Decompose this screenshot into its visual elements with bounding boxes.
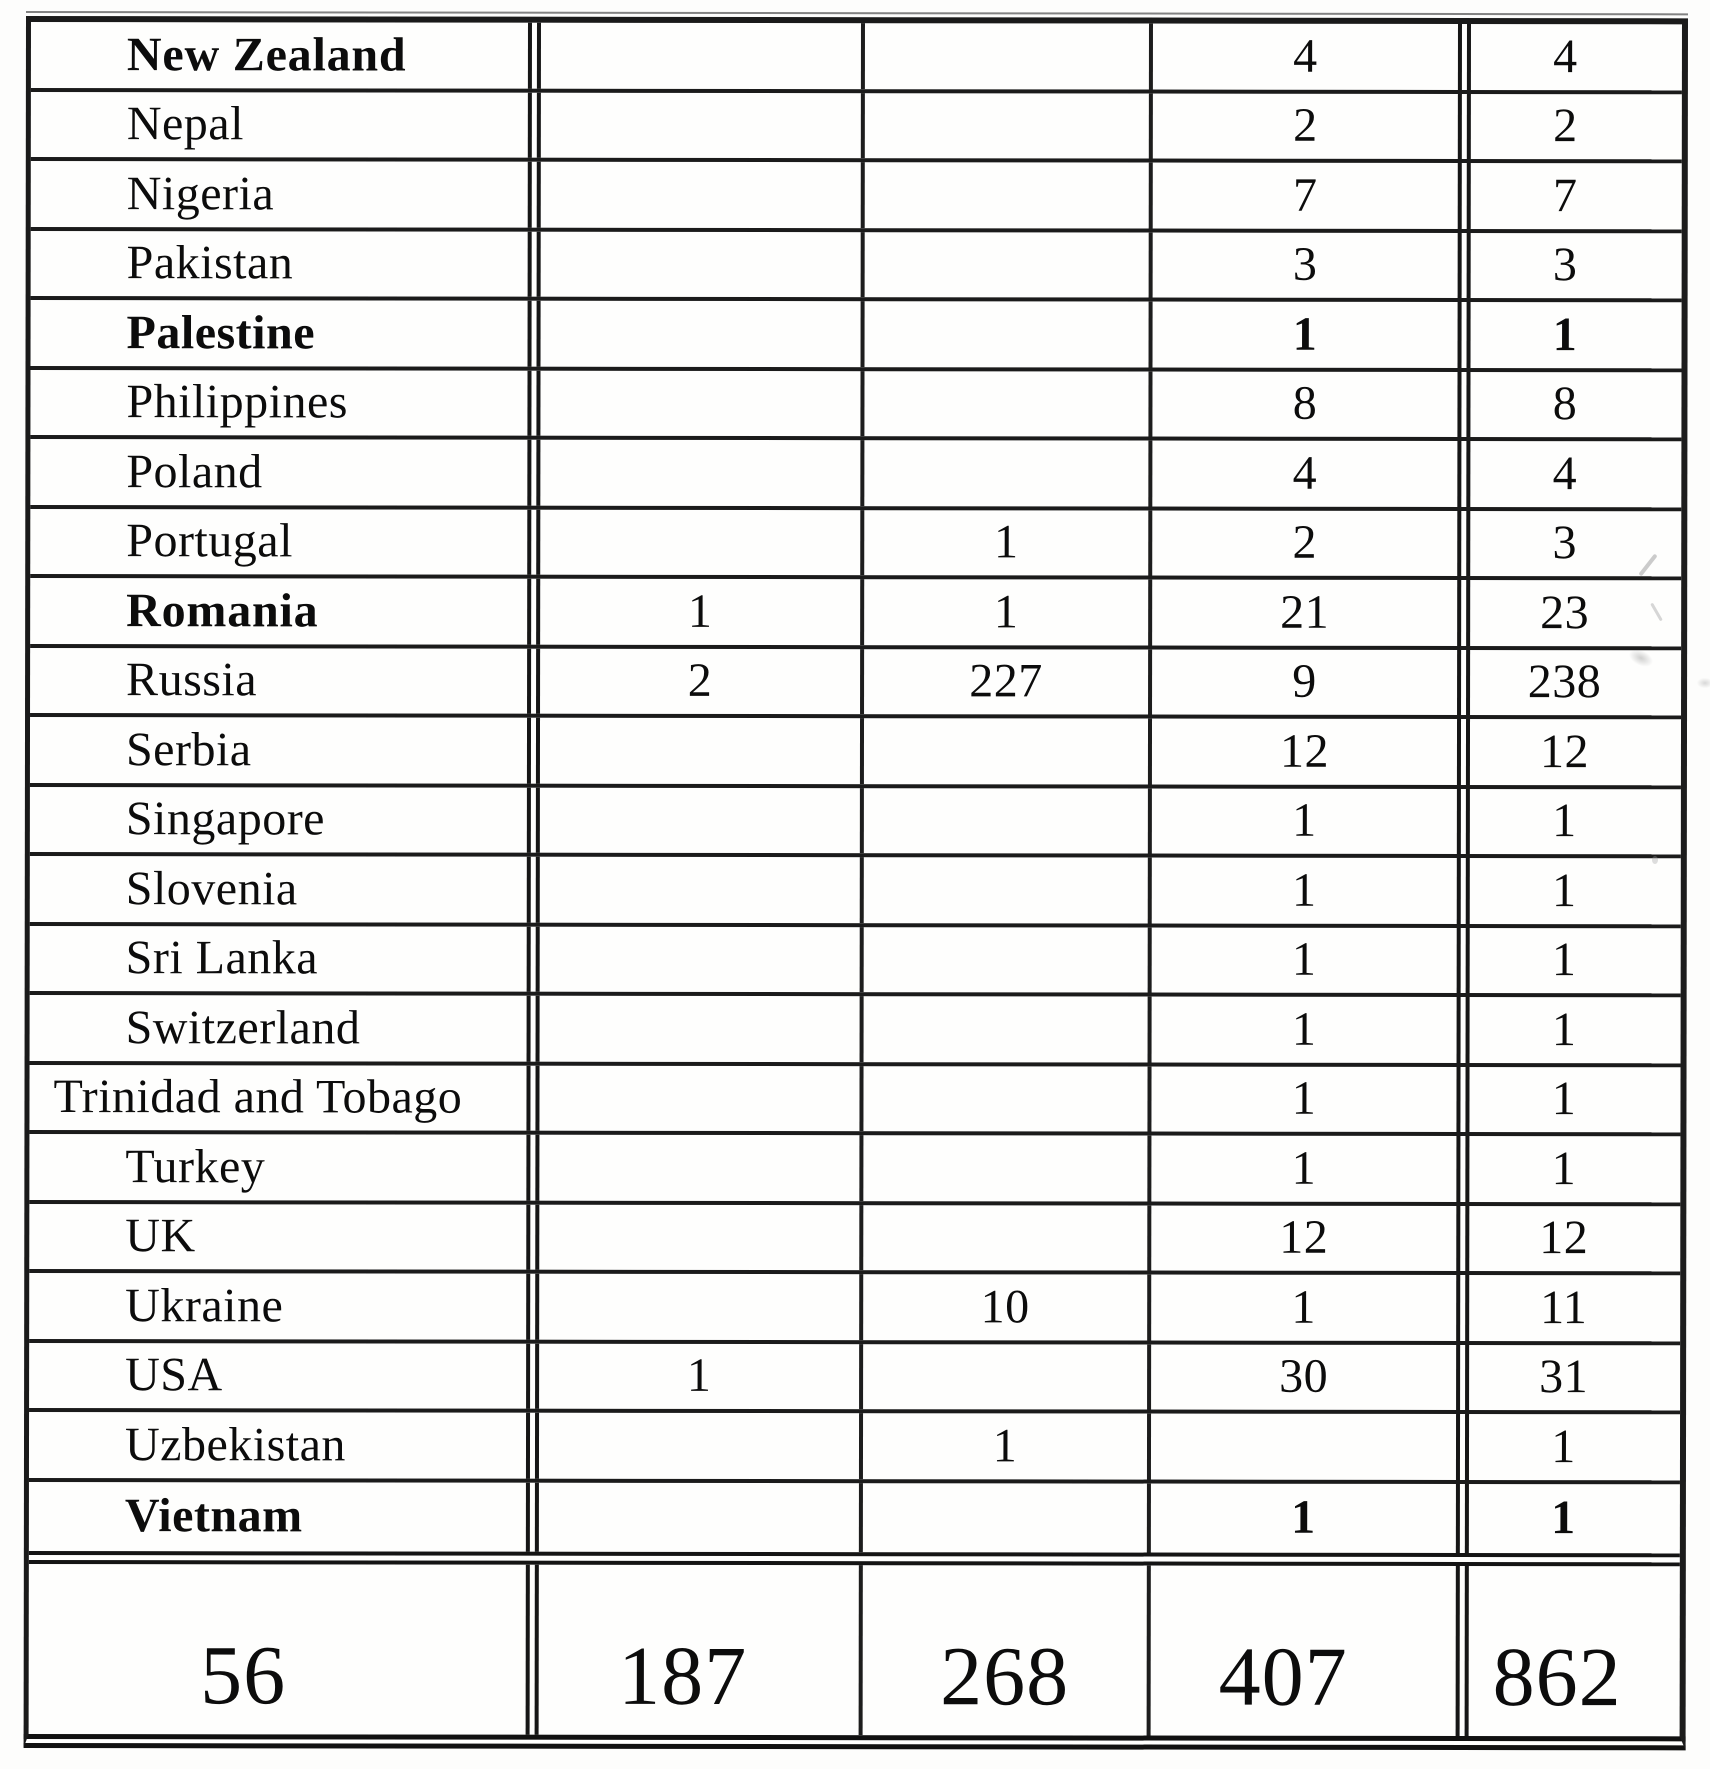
- count-cell-col4: 1: [1151, 1066, 1469, 1132]
- count-cell-col4: 7: [1153, 163, 1471, 229]
- table-row: [31, 161, 1682, 233]
- table-row: [29, 1204, 1680, 1276]
- table-row: [29, 1273, 1680, 1345]
- table-row: [31, 92, 1682, 164]
- country-name-cell: Pakistan: [31, 231, 541, 297]
- country-name-cell: Turkey: [29, 1134, 539, 1200]
- table-row: [30, 995, 1681, 1067]
- count-cell-col2: [540, 440, 864, 506]
- count-cell-col2: [540, 509, 864, 575]
- count-cell-col4: 4: [1153, 24, 1471, 90]
- count-cell-col3: [865, 93, 1153, 159]
- grand-total-col4-value: 407: [1218, 1630, 1348, 1724]
- count-cell-col2: [541, 92, 865, 158]
- country-name-cell: Romania: [30, 578, 540, 644]
- table-row: [30, 856, 1681, 928]
- count-cell-col3: [864, 857, 1152, 923]
- table-row: [30, 717, 1681, 789]
- count-cell-col2: [541, 231, 865, 297]
- count-cell-col4: 4: [1152, 441, 1470, 507]
- count-cell-col3: [863, 1344, 1151, 1410]
- count-cell-col3: 227: [864, 649, 1152, 715]
- count-cell-col4: [1151, 1414, 1469, 1480]
- count-cell-col2: [541, 162, 865, 228]
- country-name-cell: Nepal: [31, 92, 541, 158]
- count-cell-col2: [539, 1065, 863, 1131]
- count-cell-col3: [864, 788, 1152, 854]
- country-name-cell: New Zealand: [31, 22, 541, 88]
- count-cell-col3: [863, 1135, 1151, 1201]
- count-cell-col3: [863, 1066, 1151, 1132]
- count-cell-col3: [864, 440, 1152, 506]
- table-row: [29, 1134, 1680, 1206]
- count-cell-col2: [540, 996, 864, 1062]
- country-name-cell: Uzbekistan: [29, 1412, 539, 1478]
- row-total-cell: 23: [1540, 585, 1590, 639]
- count-cell-col3: [864, 371, 1152, 437]
- count-cell-col2: [540, 787, 864, 853]
- count-cell-col3: 1: [864, 579, 1152, 645]
- country-name-cell: Poland: [30, 439, 540, 505]
- row-total-cell: 1: [1551, 1419, 1576, 1473]
- count-cell-col4: 1: [1152, 997, 1470, 1063]
- table-row: [30, 439, 1681, 511]
- grand-total-col3-value: 268: [940, 1630, 1070, 1724]
- table-row: [29, 1343, 1680, 1415]
- count-cell-col3: [863, 1205, 1151, 1271]
- count-cell-col3: [864, 927, 1152, 993]
- country-name-cell: Singapore: [30, 787, 540, 853]
- country-name-cell: Vietnam: [29, 1482, 539, 1552]
- totals-row: [29, 1551, 1680, 1736]
- count-cell-col3: [864, 996, 1152, 1062]
- grand-total-col4: [1151, 1566, 1469, 1736]
- row-total-cell: 1: [1551, 1141, 1577, 1195]
- table-row: [31, 22, 1682, 94]
- row-total-cell: 4: [1553, 29, 1578, 83]
- count-cell-col2: [540, 370, 864, 436]
- count-cell-col2: 2: [540, 648, 864, 714]
- row-total-cell: 1: [1551, 1002, 1577, 1056]
- table-row: [30, 509, 1681, 581]
- table-row: [30, 787, 1681, 859]
- grand-total-col5-value: 862: [1492, 1631, 1622, 1725]
- table-row: [31, 231, 1682, 303]
- row-total-cell: 31: [1539, 1350, 1589, 1404]
- grand-total-col3: [863, 1565, 1151, 1735]
- count-cell-col2: [539, 1204, 863, 1270]
- count-cell-col3: 1: [864, 510, 1152, 576]
- count-cell-col4: 1: [1151, 1136, 1469, 1202]
- count-cell-col2: 1: [540, 579, 864, 645]
- table-row: [30, 578, 1681, 650]
- country-name-cell: Russia: [30, 648, 540, 714]
- count-cell-col4: 2: [1153, 93, 1471, 159]
- count-cell-col3: [865, 23, 1153, 89]
- country-counts-table: [24, 16, 1688, 1750]
- grand-total-col2-value: 187: [618, 1629, 748, 1724]
- count-cell-col4: 1: [1152, 858, 1470, 924]
- row-total-cell: 1: [1551, 933, 1577, 987]
- row-total-cell: 1: [1551, 1072, 1577, 1126]
- grand-total-col5: [1469, 1566, 1680, 1736]
- country-name-cell: Serbia: [30, 717, 540, 783]
- count-cell-col4: 1: [1152, 788, 1470, 854]
- count-cell-col4: 8: [1152, 371, 1470, 437]
- country-name-cell: Ukraine: [29, 1273, 539, 1339]
- row-total-cell: 12: [1539, 1211, 1589, 1265]
- country-name-cell: Sri Lanka: [30, 926, 540, 992]
- count-cell-col4: 1: [1153, 302, 1471, 368]
- count-cell-col4: 30: [1151, 1344, 1469, 1410]
- table-row: [31, 300, 1682, 372]
- grand-total-col2: [539, 1565, 863, 1735]
- row-total-cell: 11: [1540, 1280, 1588, 1334]
- count-cell-col3: 10: [863, 1274, 1151, 1340]
- count-cell-col3: [865, 162, 1153, 228]
- table-row: [29, 1412, 1680, 1484]
- count-cell-col4: 3: [1153, 232, 1471, 298]
- row-total-cell: 12: [1539, 724, 1590, 778]
- scan-artifact: [1694, 676, 1710, 690]
- country-name-cell: Slovenia: [30, 856, 540, 922]
- count-cell-col3: [864, 718, 1152, 784]
- row-total-cell: 7: [1552, 168, 1578, 222]
- count-cell-col2: [539, 1482, 863, 1552]
- count-cell-col4: 1: [1151, 1483, 1469, 1553]
- row-total-cell: 1: [1551, 863, 1577, 917]
- country-name-cell: Nigeria: [31, 161, 541, 227]
- row-total-cell: 3: [1552, 238, 1578, 292]
- country-name-cell: UK: [29, 1204, 539, 1270]
- row-total-cell: 238: [1527, 655, 1602, 709]
- table-row: [30, 926, 1681, 998]
- row-total-cell: 8: [1552, 377, 1578, 431]
- table-row: [30, 370, 1681, 442]
- count-cell-col4: 1: [1152, 927, 1470, 993]
- row-total-cell: 4: [1552, 446, 1578, 500]
- count-cell-col2: [539, 1274, 863, 1340]
- grand-total-col1-value: 56: [200, 1629, 287, 1723]
- country-name-cell: Philippines: [30, 370, 540, 436]
- row-total-cell: 3: [1552, 516, 1578, 570]
- row-total-cell: 1: [1552, 794, 1577, 848]
- row-total-cell: 2: [1553, 99, 1578, 153]
- country-name-cell: Portugal: [30, 509, 540, 575]
- count-cell-col4: 21: [1152, 580, 1470, 646]
- count-cell-col2: [541, 23, 865, 89]
- country-name-cell: Switzerland: [30, 995, 540, 1061]
- count-cell-col3: 1: [863, 1413, 1151, 1479]
- country-name-cell: Palestine: [31, 300, 541, 366]
- count-cell-col2: [539, 1413, 863, 1479]
- country-name-cell: USA: [29, 1343, 539, 1409]
- count-cell-col2: 1: [539, 1343, 863, 1409]
- table-row: [30, 648, 1681, 720]
- country-name-cell: Trinidad and Tobago: [29, 1065, 539, 1131]
- count-cell-col4: 1: [1151, 1275, 1469, 1341]
- table-row: [29, 1482, 1680, 1554]
- count-cell-col4: 2: [1152, 510, 1470, 576]
- count-cell-col4: 12: [1151, 1205, 1469, 1271]
- count-cell-col4: 9: [1152, 649, 1470, 715]
- count-cell-col2: [540, 926, 864, 992]
- row-total-cell: 1: [1551, 1491, 1576, 1545]
- count-cell-col2: [540, 718, 864, 784]
- row-total-cell: 1: [1552, 307, 1578, 361]
- count-cell-col4: 12: [1152, 719, 1470, 785]
- count-cell-col3: [863, 1483, 1151, 1553]
- count-cell-col2: [540, 857, 864, 923]
- grand-total-col1: [29, 1564, 539, 1735]
- table-row: [29, 1065, 1680, 1137]
- count-cell-col3: [865, 232, 1153, 298]
- count-cell-col3: [865, 301, 1153, 367]
- count-cell-col2: [541, 301, 865, 367]
- count-cell-col2: [539, 1135, 863, 1201]
